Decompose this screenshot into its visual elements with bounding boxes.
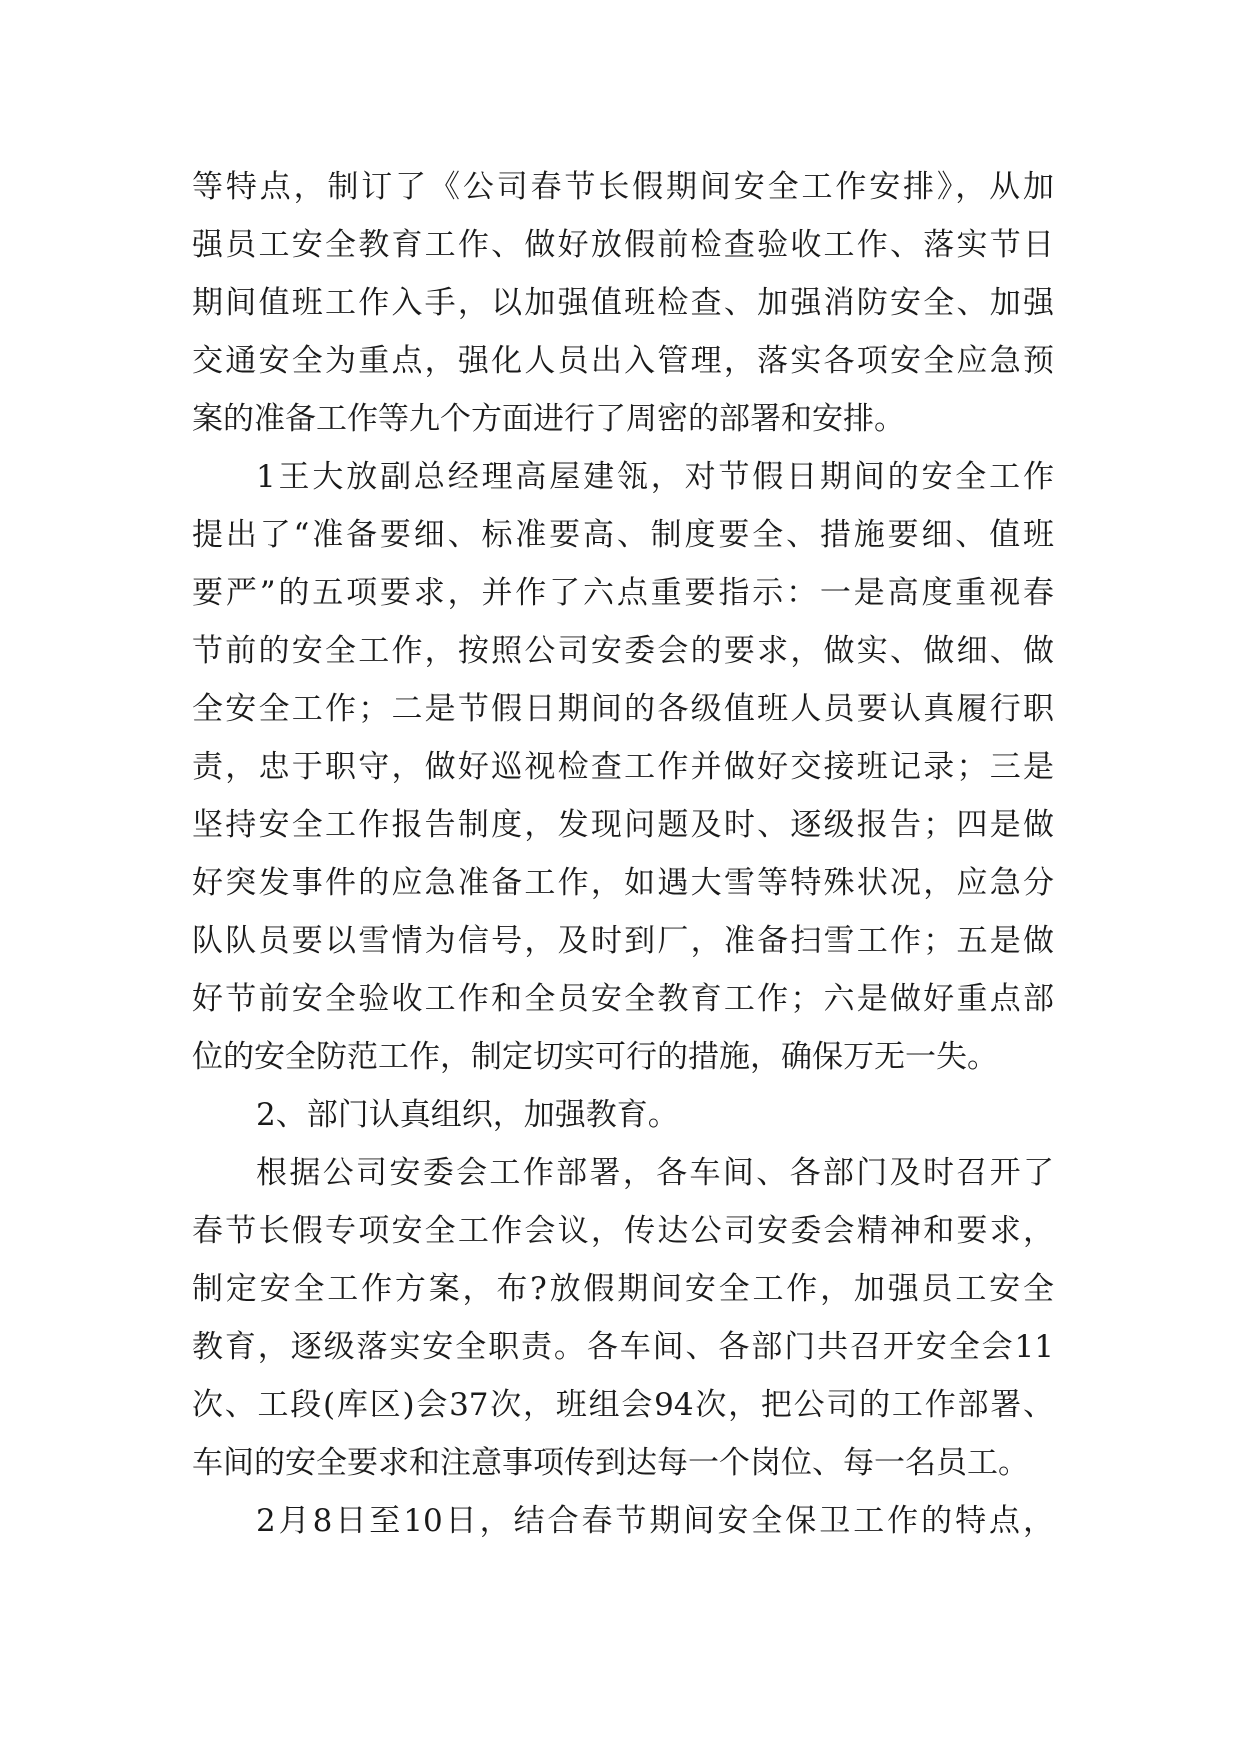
text-line: 要严”的五项要求，并作了六点重要指示：一是高度重视春 [192, 575, 1054, 611]
text-line: 提出了“准备要细、标准要高、制度要全、措施要细、值班 [192, 517, 1054, 553]
text-line: 案的准备工作等九个方面进行了周密的部署和安排。 [192, 401, 905, 437]
text-line: 全安全工作；二是节假日期间的各级值班人员要认真履行职 [192, 691, 1054, 727]
document-body [192, 158, 1054, 1550]
text-line: 等特点，制订了《公司春节长假期间安全工作安排》，从加 [192, 169, 1054, 205]
text-line: 期间值班工作入手，以加强值班检查、加强消防安全、加强 [192, 285, 1054, 321]
text-line: 教育，逐级落实安全职责。各车间、各部门共召开安全会11 [192, 1329, 1054, 1365]
text-line: 1王大放副总经理高屋建瓴，对节假日期间的安全工作 [256, 459, 1054, 495]
text-line: 位的安全防范工作，制定切实可行的措施，确保万无一失。 [192, 1039, 998, 1075]
text-line: 车间的安全要求和注意事项传到达每一个岗位、每一名员工。 [192, 1445, 1029, 1481]
text-line: 好节前安全验收工作和全员安全教育工作；六是做好重点部 [192, 981, 1054, 1017]
text-line: 交通安全为重点，强化人员出入管理，落实各项安全应急预 [192, 343, 1054, 379]
text-line: 队队员要以雪情为信号，及时到厂，准备扫雪工作；五是做 [192, 923, 1054, 959]
text-line: 好突发事件的应急准备工作，如遇大雪等特殊状况，应急分 [192, 865, 1054, 901]
text-line: 2月8日至10日，结合春节期间安全保卫工作的特点， [256, 1503, 1054, 1539]
section-heading: 2、部门认真组织，加强教育。 [256, 1097, 679, 1133]
text-line: 根据公司安委会工作部署，各车间、各部门及时召开了 [256, 1155, 1054, 1191]
text-line: 次、工段(库区)会37次，班组会94次，把公司的工作部署、 [192, 1387, 1054, 1423]
text-line: 制定安全工作方案，布?放假期间安全工作，加强员工安全 [192, 1271, 1054, 1307]
text-line: 强员工安全教育工作、做好放假前检查验收工作、落实节日 [192, 227, 1054, 263]
text-line: 春节长假专项安全工作会议，传达公司安委会精神和要求， [192, 1213, 1054, 1249]
text-line: 责，忠于职守，做好巡视检查工作并做好交接班记录；三是 [192, 749, 1054, 785]
text-line: 坚持安全工作报告制度，发现问题及时、逐级报告；四是做 [192, 807, 1054, 843]
text-line: 节前的安全工作，按照公司安委会的要求，做实、做细、做 [192, 633, 1054, 669]
